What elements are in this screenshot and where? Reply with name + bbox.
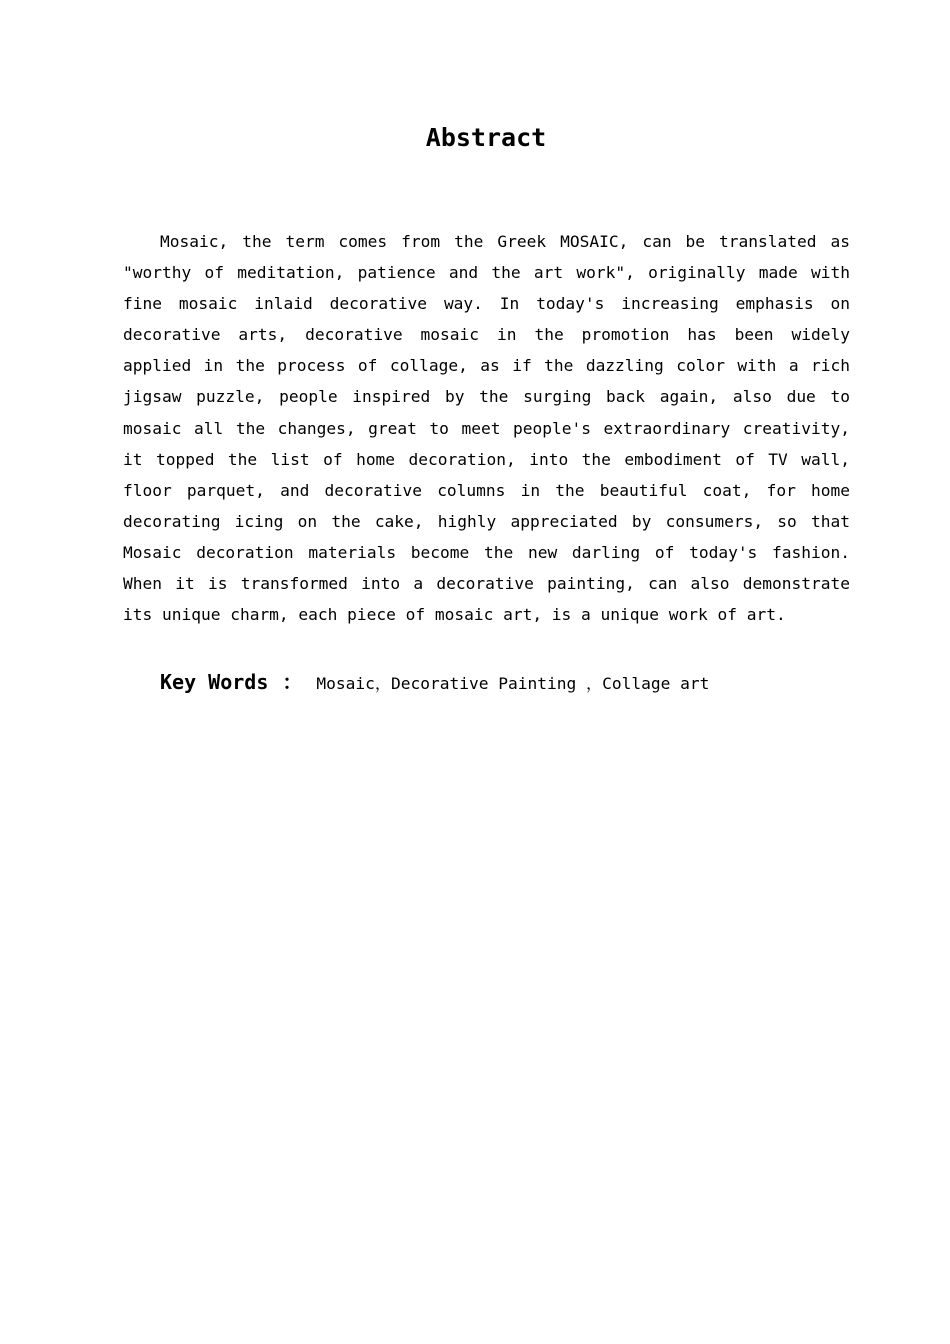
keywords-label: Key Words [160, 670, 269, 694]
abstract-paragraph: Mosaic, the term comes from the Greek MOSAIC, can be translated as "worthy of meditation, patience and the art work", originally made with fine mosaic inlaid decorative way. In today's increasing emphasis on decorative arts, decorative mosaic in the promotion has been widely applied in the process of collage, as if the dazzling color with a rich jigsaw puzzle, people inspired by the surging back again, also due to mosaic all the changes, great to meet people's extraordinary creativity, it topped the list of home decoration, into the embodiment of TV wall, floor parquet, and decorative columns in the beautiful coat, for home decorating icing on the cake, highly appreciated by consumers, so that Mosaic decoration materials become the new darling of today's fashion. When it is transformed into a decorative painting, can also demonstrate its unique charm, each piece of mosaic art, is a unique work of art. [123, 232, 850, 625]
keywords-list: Mosaic，Decorative Painting ，Collage art [316, 674, 710, 693]
keywords-line [160, 666, 850, 699]
page-title: Abstract [425, 123, 547, 152]
keywords-colon: ： [282, 670, 303, 694]
